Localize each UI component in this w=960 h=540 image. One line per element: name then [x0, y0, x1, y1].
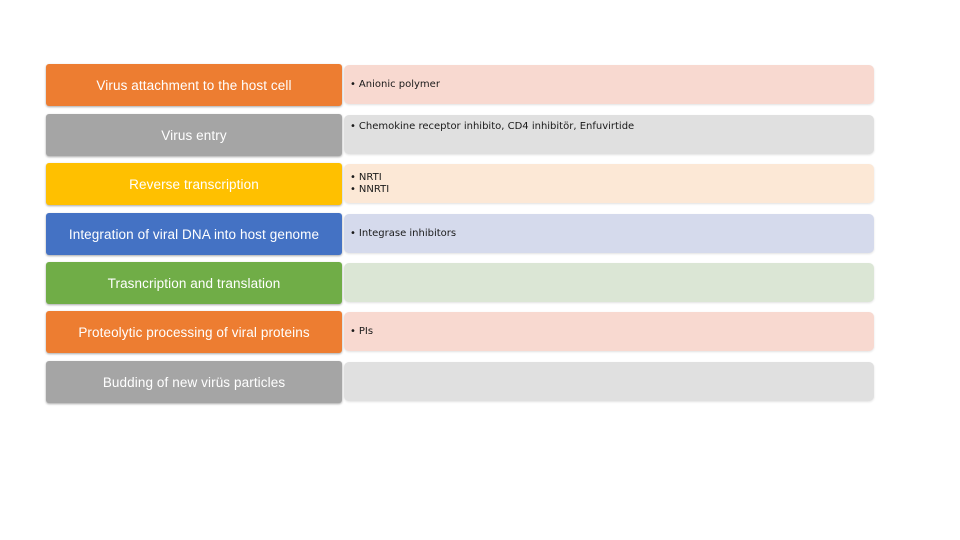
stage-label: Reverse transcription	[46, 163, 342, 205]
bullet-item: • NRTI	[350, 172, 874, 184]
detail-box	[344, 263, 874, 302]
row-attachment	[46, 64, 876, 106]
bullet-item: • Anionic polymer	[350, 79, 874, 91]
detail-box	[344, 65, 874, 104]
detail-box	[344, 362, 874, 401]
bullet-item: • Integrase inhibitors	[350, 228, 874, 240]
bullet-item: • PIs	[350, 326, 874, 338]
stage-label: Virus attachment to the host cell	[46, 64, 342, 106]
row-proteolytic-processing	[46, 311, 876, 353]
detail-box	[344, 214, 874, 253]
stage-label: Budding of new virüs particles	[46, 361, 342, 403]
detail-box	[344, 312, 874, 351]
bullet-item: • Chemokine receptor inhibito, CD4 inhibitör, Enfuvirtide	[350, 121, 874, 133]
bullet-item: • NNRTI	[350, 184, 874, 196]
detail-box	[344, 164, 874, 203]
stage-label: Integration of viral DNA into host genome	[46, 213, 342, 255]
row-reverse-transcription	[46, 163, 876, 205]
row-transcription-translation	[46, 262, 876, 304]
row-budding	[46, 361, 876, 403]
row-entry	[46, 114, 876, 156]
detail-box	[344, 115, 874, 154]
stage-label: Virus entry	[46, 114, 342, 156]
stage-label: Trasncription and translation	[46, 262, 342, 304]
stage-label: Proteolytic processing of viral proteins	[46, 311, 342, 353]
row-integration	[46, 213, 876, 255]
